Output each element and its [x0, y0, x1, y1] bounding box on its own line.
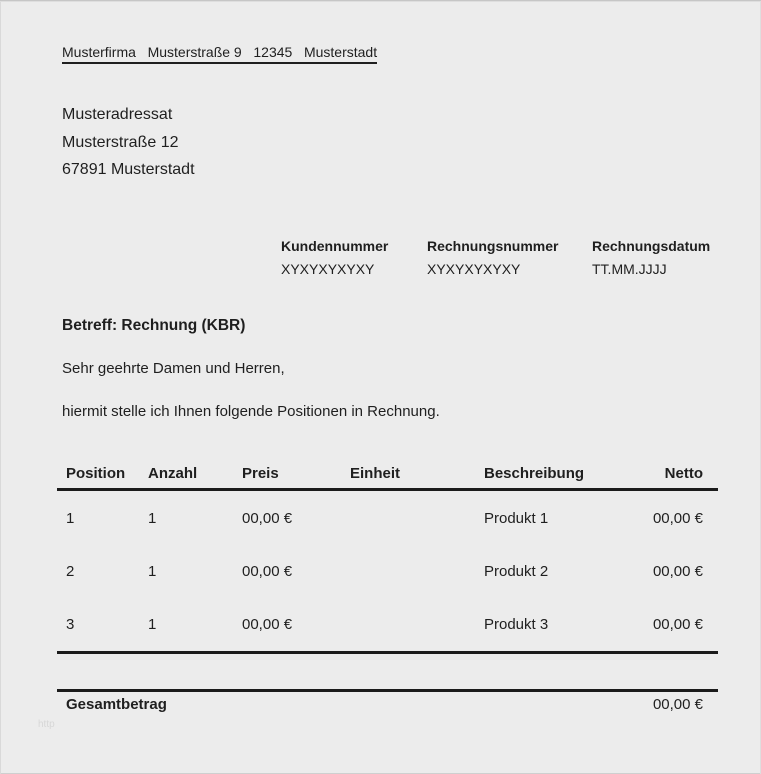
recipient-city: 67891 Musterstadt	[62, 161, 195, 178]
customer-number-value: XYXYXYXYXY	[281, 261, 375, 277]
column-header-beschreibung: Beschreibung	[484, 465, 585, 482]
cell-beschreibung: Produkt 2	[484, 563, 549, 580]
line-items-table	[57, 460, 718, 730]
column-header-anzahl: Anzahl	[148, 465, 198, 482]
total-label: Gesamtbetrag	[66, 696, 167, 713]
total-row	[57, 696, 718, 716]
recipient-name: Musteradressat	[62, 106, 173, 123]
cell-anzahl: 1	[148, 616, 157, 633]
invoice-date-label: Rechnungsdatum	[592, 238, 711, 254]
invoice-date-value: TT.MM.JJJJ	[592, 261, 667, 277]
watermark-text: http	[38, 719, 55, 730]
intro-line: hiermit stelle ich Ihnen folgende Positionen in Rechnung.	[62, 403, 440, 420]
cell-position: 2	[66, 563, 75, 580]
cell-position: 1	[66, 510, 75, 527]
table-row	[57, 563, 718, 583]
cell-beschreibung: Produkt 3	[484, 616, 549, 633]
cell-position: 3	[66, 616, 75, 633]
total-value: 00,00 €	[652, 696, 703, 713]
cell-preis: 00,00 €	[242, 563, 293, 580]
invoice-number-label: Rechnungsnummer	[427, 238, 559, 254]
recipient-address-block	[62, 101, 195, 184]
table-header-rule	[57, 488, 718, 491]
invoice-date-field	[592, 238, 710, 277]
cell-netto: 00,00 €	[652, 563, 703, 580]
customer-number-field	[281, 238, 388, 277]
cell-anzahl: 1	[148, 563, 157, 580]
customer-number-label: Kundennummer	[281, 238, 389, 254]
sender-address-line: Musterfirma Musterstraße 9 12345 Musterstadt	[62, 44, 377, 64]
invoice-number-field	[427, 238, 558, 277]
column-header-netto: Netto	[664, 465, 703, 482]
greeting-line: Sehr geehrte Damen und Herren,	[62, 360, 285, 377]
cell-preis: 00,00 €	[242, 510, 293, 527]
cell-anzahl: 1	[148, 510, 157, 527]
table-row	[57, 510, 718, 530]
table-row	[57, 616, 718, 636]
cell-beschreibung: Produkt 1	[484, 510, 549, 527]
total-top-rule	[57, 689, 718, 692]
subject-line: Betreff: Rechnung (KBR)	[62, 317, 246, 334]
invoice-meta-row	[0, 238, 761, 280]
invoice-number-value: XYXYXYXYXY	[427, 261, 521, 277]
table-bottom-rule	[57, 651, 718, 654]
cell-preis: 00,00 €	[242, 616, 293, 633]
cell-netto: 00,00 €	[652, 616, 703, 633]
cell-netto: 00,00 €	[652, 510, 703, 527]
column-header-einheit: Einheit	[350, 465, 401, 482]
column-header-preis: Preis	[242, 465, 279, 482]
column-header-position: Position	[66, 465, 126, 482]
recipient-street: Musterstraße 12	[62, 133, 179, 151]
table-header-row	[57, 465, 718, 485]
